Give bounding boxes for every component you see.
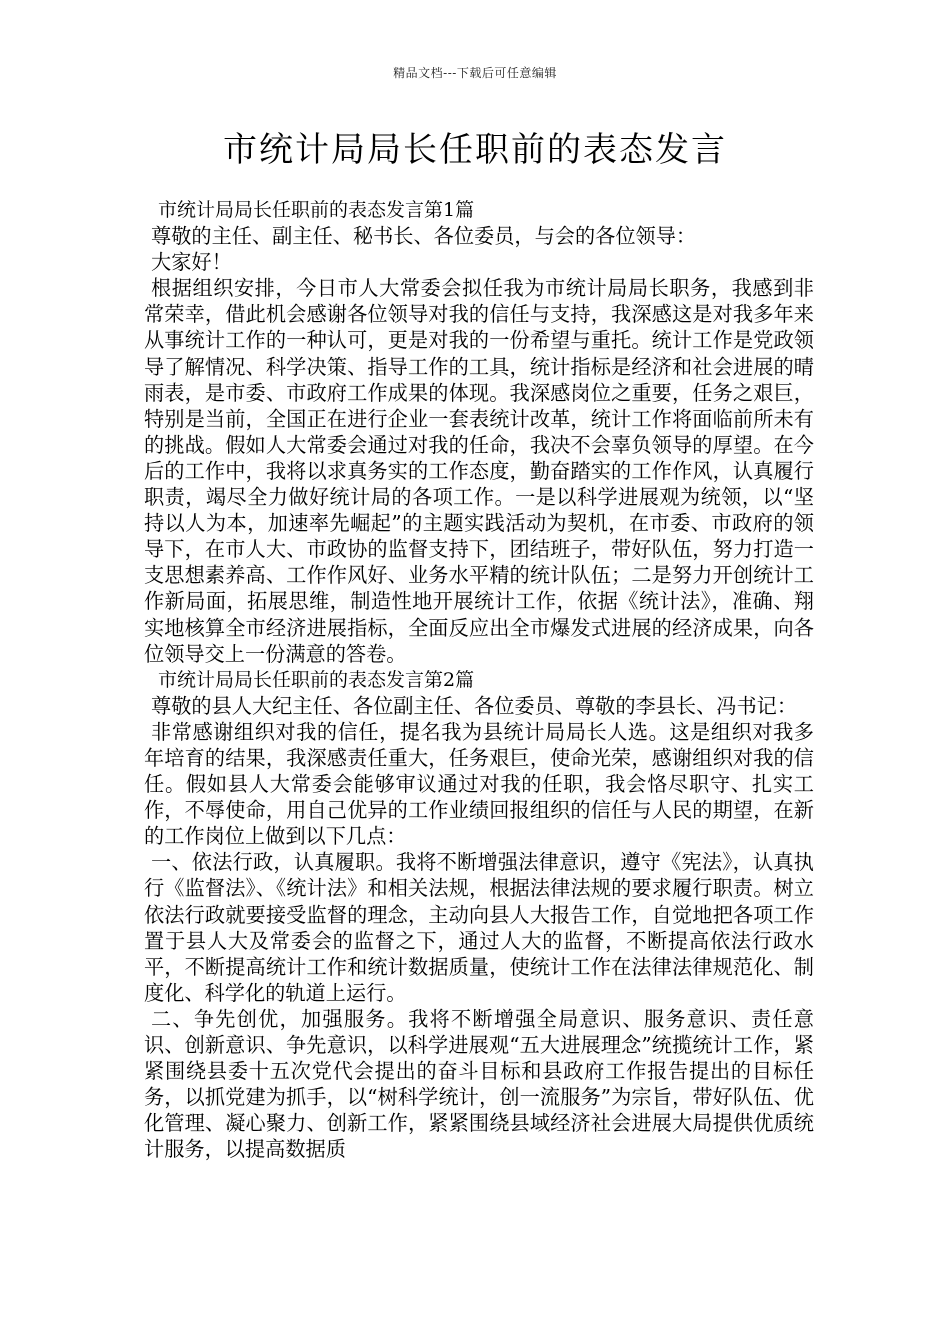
salutation-1: 尊敬的主任、副主任、秘书长、各位委员，与会的各位领导： bbox=[151, 224, 697, 249]
paragraph-3: 一、依法行政，认真履职。我将不断增强法律意识，遵守《宪法》，认真执行《监督法》、《统计法》和相关法规，根据法律法规的要求履行职责。树立依法行政就要接受监督的理念，主动向县人大报告工作，自觉地把各项工作置于县人大及常委会的监督之下，通过人大的监督，不断提高依法行政水平，不断提高统计工作和统计数据质量，使统计工作在法律法律规范化、制度化、科学化的轨道上运行。 bbox=[144, 850, 814, 1005]
document-title: 市统计局局长任职前的表态发言 bbox=[223, 130, 727, 170]
header-note: 精品文档---下载后可任意编辑 bbox=[393, 66, 557, 80]
paragraph-4: 二、争先创优，加强服务。我将不断增强全局意识、服务意识、责任意识、创新意识、争先意识，以科学进展观“五大进展理念”统揽统计工作，紧紧围绕县委十五次党代会提出的奋斗目标和县政府工作报告提出的目标任务，以抓党建为抓手，以“树科学统计，创一流服务”为宗旨，带好队伍、优化管理、凝心聚力、创新工作，紧紧围绕县域经济社会进展大局提供优质统计服务，以提高数据质 bbox=[144, 1006, 814, 1162]
section-heading-1: 市统计局局长任职前的表态发言第1篇 bbox=[158, 199, 475, 221]
document-body bbox=[144, 197, 814, 1162]
paragraph-2: 非常感谢组织对我的信任，提名我为县统计局局长人选。这是组织对我多年培育的结果，我深感责任重大，任务艰巨，使命光荣，感谢组织对我的信任。假如县人大常委会能够审议通过对我的任职，我会恪尽职守、扎实工作，不辱使命，用自己优异的工作业绩回报组织的信任与人民的期望，在新的工作岗位上做到以下几点： bbox=[144, 719, 814, 849]
greeting: 大家好！ bbox=[151, 250, 232, 275]
paragraph-1: 根据组织安排，今日市人大常委会拟任我为市统计局局长职务，我感到非常荣幸，借此机会感谢各位领导对我的信任与支持，我深感这是对我多年来从事统计工作的一种认可，更是对我的一份希望与重托。统计工作是党政领导了解情况、科学决策、指导工作的工具，统计指标是经济和社会进展的晴雨表，是市委、市政府工作成果的体现。我深感岗位之重要，任务之艰巨，特别是当前，全国正在进行企业一套表统计改革，统计工作将面临前所未有的挑战。假如人大常委会通过对我的任命，我决不会辜负领导的厚望。在今后的工作中，我将以求真务实的工作态度，勤奋踏实的工作作风，认真履行职责，竭尽全力做好统计局的各项工作。一是以科学进展观为统领，以“坚持以人为本，加速率先崛起”的主题实践活动为契机，在市委、市政府的领导下，在市人大、市政协的监督支持下，团结班子，带好队伍，努力打造一支思想素养高、工作作风好、业务水平精的统计队伍；二是努力开创统计工作新局面，拓展思维，制造性地开展统计工作，依据《统计法》，准确、翔实地核算全市经济进展指标，全面反应出全市爆发式进展的经济成果，向各位领导交上一份满意的答卷。 bbox=[144, 276, 814, 666]
salutation-2: 尊敬的县人大纪主任、各位副主任、各位委员、尊敬的李县长、冯书记： bbox=[151, 693, 798, 718]
section-heading-2: 市统计局局长任职前的表态发言第2篇 bbox=[158, 668, 475, 691]
